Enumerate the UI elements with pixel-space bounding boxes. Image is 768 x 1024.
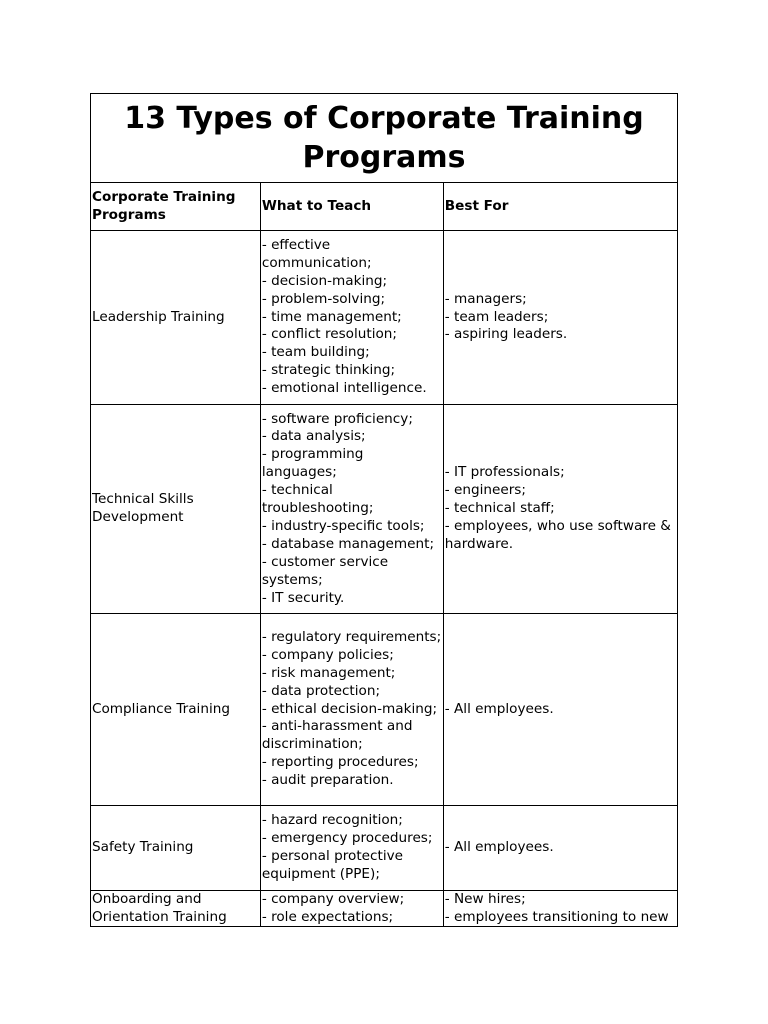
list-item: - industry-specific tools; [261, 517, 425, 534]
header-programs: Corporate Training Programs [91, 183, 261, 231]
list-item: - emotional intelligence. [261, 380, 427, 397]
list-item: - aspiring leaders. [444, 326, 568, 343]
list-item: - time management; [261, 308, 402, 325]
list-item: - employees, who use software & hardware. [444, 517, 671, 552]
list-item: - customer service systems; [261, 553, 389, 588]
table-row [91, 891, 678, 927]
list-item: - problem-solving; [261, 290, 386, 307]
list-item: - IT security. [261, 589, 345, 606]
list-item: - New hires; [444, 891, 526, 907]
list-item: - decision-making; [261, 272, 388, 289]
teach-cell [260, 405, 443, 614]
header-what-to-teach: What to Teach [260, 183, 443, 231]
list-item: - strategic thinking; [261, 362, 396, 379]
program-cell: Leadership Training [91, 231, 261, 405]
best-for-cell [443, 891, 677, 927]
list-item: - team building; [261, 344, 370, 361]
best-for-cell [443, 231, 677, 405]
list-item: - personal protective equipment (PPE); [261, 848, 404, 882]
list-item: - role expectations; [261, 908, 394, 925]
list-item: - conflict resolution; [261, 326, 398, 343]
list-item: - reporting procedures; [261, 754, 419, 771]
list-item: - emergency procedures; [261, 830, 433, 847]
teach-cell [260, 891, 443, 927]
teach-cell [260, 614, 443, 806]
list-item: - IT professionals; [444, 464, 565, 481]
list-item: - programming languages; [261, 446, 364, 481]
list-item: - data protection; [261, 682, 381, 699]
list-item: - hazard recognition; [261, 812, 403, 829]
list-item: - company overview; [261, 891, 405, 907]
table-title: 13 Types of Corporate Training Programs [91, 94, 678, 183]
title-row [91, 94, 678, 183]
list-item: - technical troubleshooting; [261, 482, 374, 517]
list-item: - risk management; [261, 664, 396, 681]
list-item: - managers; [444, 290, 527, 307]
list-item: - anti-harassment and discrimination; [261, 718, 413, 753]
program-cell: Safety Training [91, 806, 261, 891]
list-item: - database management; [261, 535, 435, 552]
list-item: - All employees. [444, 700, 554, 717]
header-row [91, 183, 678, 231]
list-item: - data analysis; [261, 428, 366, 445]
header-best-for: Best For [443, 183, 677, 231]
teach-cell [260, 231, 443, 405]
program-cell-text: Onboarding and Orientation Training [92, 891, 227, 925]
list-item: - team leaders; [444, 308, 549, 325]
best-for-cell [443, 806, 677, 891]
list-item: - employees transitioning to new [444, 908, 669, 925]
best-for-cell-content [445, 891, 676, 926]
table-row [91, 806, 678, 891]
list-item: - engineers; [444, 482, 526, 499]
list-item: - effective communication; [261, 236, 372, 271]
best-for-cell [443, 614, 677, 806]
list-item: - All employees. [444, 839, 554, 856]
list-item: - software proficiency; [261, 410, 413, 427]
best-for-cell [443, 405, 677, 614]
teach-cell [260, 806, 443, 891]
list-item: - company policies; [261, 646, 394, 663]
program-cell: Compliance Training [91, 614, 261, 806]
list-item: - regulatory requirements; [261, 628, 442, 645]
training-programs-table [90, 93, 678, 927]
list-item: - technical staff; [444, 500, 555, 517]
teach-cell-content [262, 891, 442, 926]
table-row [91, 405, 678, 614]
list-item: - ethical decision-making; [261, 700, 438, 717]
program-cell: Technical Skills Development [91, 405, 261, 614]
table-row [91, 614, 678, 806]
table-row [91, 231, 678, 405]
program-cell [91, 891, 261, 927]
list-item: - audit preparation. [261, 772, 394, 789]
